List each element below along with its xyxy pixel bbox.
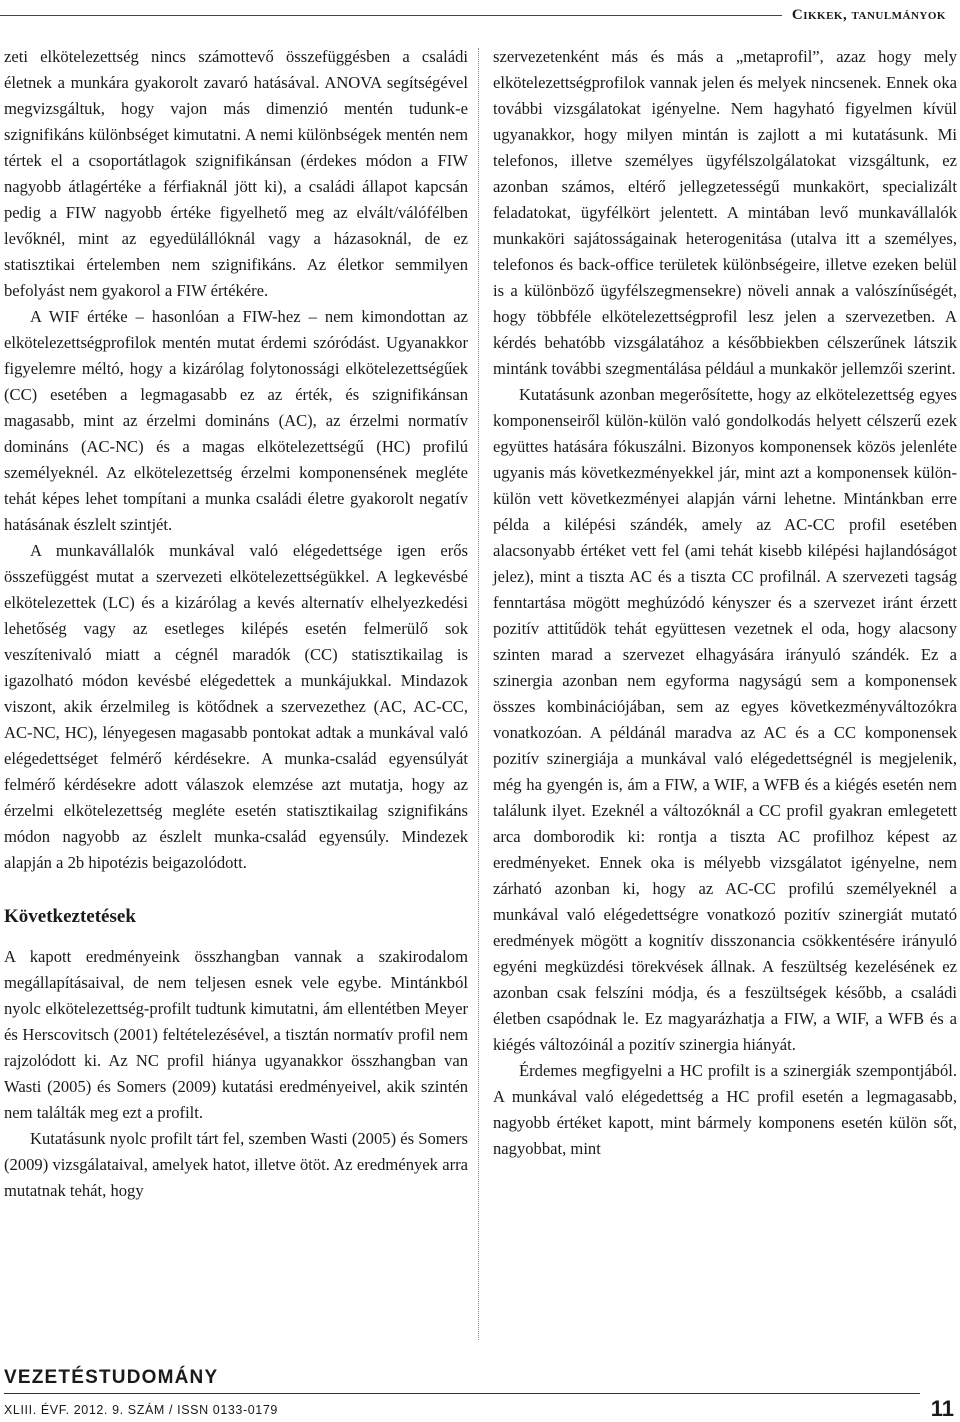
footer-rule [4, 1393, 920, 1394]
issue-info: XLIII. ÉVF. 2012. 9. SZÁM / ISSN 0133-0179 [4, 1403, 278, 1417]
paragraph: A munkavállalók munkával való elégedettsége igen erős összefüggést mutat a szervezeti elkötelezettségükkel. A legkevésbé elkötelezettek (LC) és a kizárólag a kevés alternatív elhelyezkedési lehetőség vagy az esetleges kilépés esetén felmerülő sok veszítenivaló miatt a cégnél maradók (CC) statisztikailag is igazolható módon kevésbé elégedettek a munkájukkal. Mindazok viszont, akik érzelmileg is kötődnek a szervezethez (AC, AC-CC, AC-NC, HC), lényegesen magasabb pontokat adtak a munkával való elégedettséget felmérő kérdésekre. A munka-család egyensúlyát felmérő kérdésekre adott válaszok elemzése azt mutatja, hogy az érzelmi elkötelezettség megléte esetén statisztikailag szignifikáns módon nagyobb az észlelt munka-család egyensúly. Mindezek alapján a 2b hipotézis beigazolódott. [4, 541, 468, 872]
page-footer [0, 1365, 960, 1422]
right-column [493, 44, 957, 1162]
paragraph: A WIF értéke – hasonlóan a FIW-hez – nem kimondottan az elkötelezettségprofilok mentén mutat érdemi szóródást. Ugyanakkor figyelemre méltó, hogy a kizárólag folytonossági elkötelezettségűek (CC) esetében a legmagasabb ez az érték, és szignifikánsan magasabb, mint az érzelmi domináns (AC), az érzelmi normatív domináns (AC-NC) és a magas elkötelezettségű (HC) profilú személyeknél. Az elkötelezettség érzelmi komponensének megléte tehát képes lehet tompítani a munka családi életre gyakorolt negatív hatásának észlelt szintjét. [4, 307, 468, 534]
section-heading: Következtetések [4, 906, 136, 927]
left-column [4, 44, 468, 1204]
paragraph: A kapott eredményeink összhangban vannak a szakirodalom megállapításaival, de nem teljesen esnek vele egybe. Mintánkból nyolc elkötelezettség-profilt tudtunk kimutatni, ám ellentétben Meyer és Herscovitsch (2001) feltételezésével, a tisztán normatív profil nem rajzolódott ki. Az NC profil hiánya ugyanakkor összhangban van Wasti (2005) és Somers (2009) kutatási eredményeivel, akik szintén nem találták meg ezt a profilt. [4, 947, 468, 1122]
journal-name: VEZETÉSTUDOMÁNY [4, 1367, 219, 1388]
paragraph: Kutatásunk nyolc profilt tárt fel, szemben Wasti (2005) és Somers (2009) vizsgálataival, amelyek hatot, illetve ötöt. Az eredmények arra mutatnak tehát, hogy [4, 1129, 468, 1200]
paragraph: Érdemes megfigyelni a HC profilt is a szinergiák szempontjából. A munkával való elégedettség a HC profil esetén a legmagasabb, nagyobb értéket kapott, mint bármely komponens esetén külön sőt, nagyobbat, mint [493, 1061, 957, 1158]
paragraph: Kutatásunk azonban megerősítette, hogy az elkötelezettség egyes komponenseiről külön-külön való gondolkodás helyett célszerű ezek együttes hatására fókuszálni. Bizonyos komponensek közös jelenléte ugyanis más következményekkel jár, mint azt a komponensek külön-külön vett következményei alapján várni lehetne. Mintánkban erre példa a kilépési szándék, amely az AC-CC profil esetében alacsonyabb értéket vett fel (ami tehát kisebb kilépési hajlandóságot jelez), mint a tiszta AC és a tiszta CC profilnál. A szervezeti tagság fenntartása mögött meghúzódó kényszer és a szervezet iránt érzett pozitív attitűdök tehát együttesen vezetnek el oda, hogy alacsony szinten marad a szervezet elhagyására irányuló szándék. Ez a szinergia azonban nem egyforma nagyságú sem a komponensek összes kombinációjában, sem az egyes következményváltozókra vonatkozóan. A példánál maradva az AC és a CC komponensek pozitív szinergiája a munkával való elégedettségnél is megjelenik, még ha gyengén is, ám a FIW, a WIF, a WFB és a kiégés esetén nem találunk ilyet. Ezeknél a változóknál a CC profil gyakran emlegetett arca domborodik ki: rontja a tiszta AC profilhoz képest az eredményeket. Ennek oka is mélyebb vizsgálatot igényelne, nem zárható azonban ki, hogy az AC-CC profilú személyeknél a munkával való elégedettségre vonatkozó pozitív szinergiát mutató eredmények mögött a kognitív disszonancia csökkentésére irányuló egyéni megküzdési törekvések állnak. A feszültség kezelésének ez azonban csak felszíni módja, és a feszültségek később, a családi életben csapódnak le. Ez magyarázhatja a FIW, a WIF, a WFB és a kiégés változóinál a pozitív szinergia hiányát. [493, 385, 957, 1054]
paragraph: zeti elkötelezettség nincs számottevő összefüggésben a családi életnek a munkára gyakorolt zavaró hatásával. ANOVA segítségével megvizsgáltuk, hogy vajon más dimenzió mentén tudunk-e szignifikáns különbséget kimutatni. A nemi különbségek mentén nem tértek el a csoportátlagok szignifikánsan (érdekes módon a FIW nagyobb átlagértéke a férfiaknál jött ki), a családi állapot kapcsán pedig a FIW nagyobb értéke figyelhető meg az elvált/válófélben levőknél, mint az egyedülállóknál vagy a házasoknál, de ez statisztikai értelemben nem szignifikáns. Az életkor semmilyen befolyást nem gyakorol a FIW értékére. [4, 47, 468, 300]
section-label: Cikkek, tanulmányok [782, 4, 954, 26]
page-number: 11 [930, 1396, 954, 1421]
paragraph: szervezetenként más és más a „metaprofil”, azaz hogy mely elkötelezettségprofilok vannak jelen és melyek nincsenek. Ennek oka további vizsgálatokat igényelne. Nem hagyható figyelmen kívül ugyanakkor, hogy milyen mintán is zajlott a mi kutatásunk. Mi telefonos, illetve személyes ügyfélszolgálatokat vizsgáltunk, ez azonban számos, eltérő jellegzetességű munkakört, specializált feladatokat, ügyfélkört jelentett. A mintában levő munkavállalók munkaköri sajátosságainak heterogenitása (utalva itt a személyes, telefonos és back-office területek különbségeire, illetve ezeken belül is a különböző ügyfélszegmensekre) növeli annak a valószínűségét, hogy többféle elkötelezettségprofil lesz jelen a szervezetben. A kérdés behatóbb vizsgálatához a későbbiekben célszerűnek látszik mintánk további szegmentálása például a munkakör jellemzői szerint. [493, 47, 957, 378]
running-header [0, 4, 954, 26]
column-divider [478, 48, 479, 1340]
